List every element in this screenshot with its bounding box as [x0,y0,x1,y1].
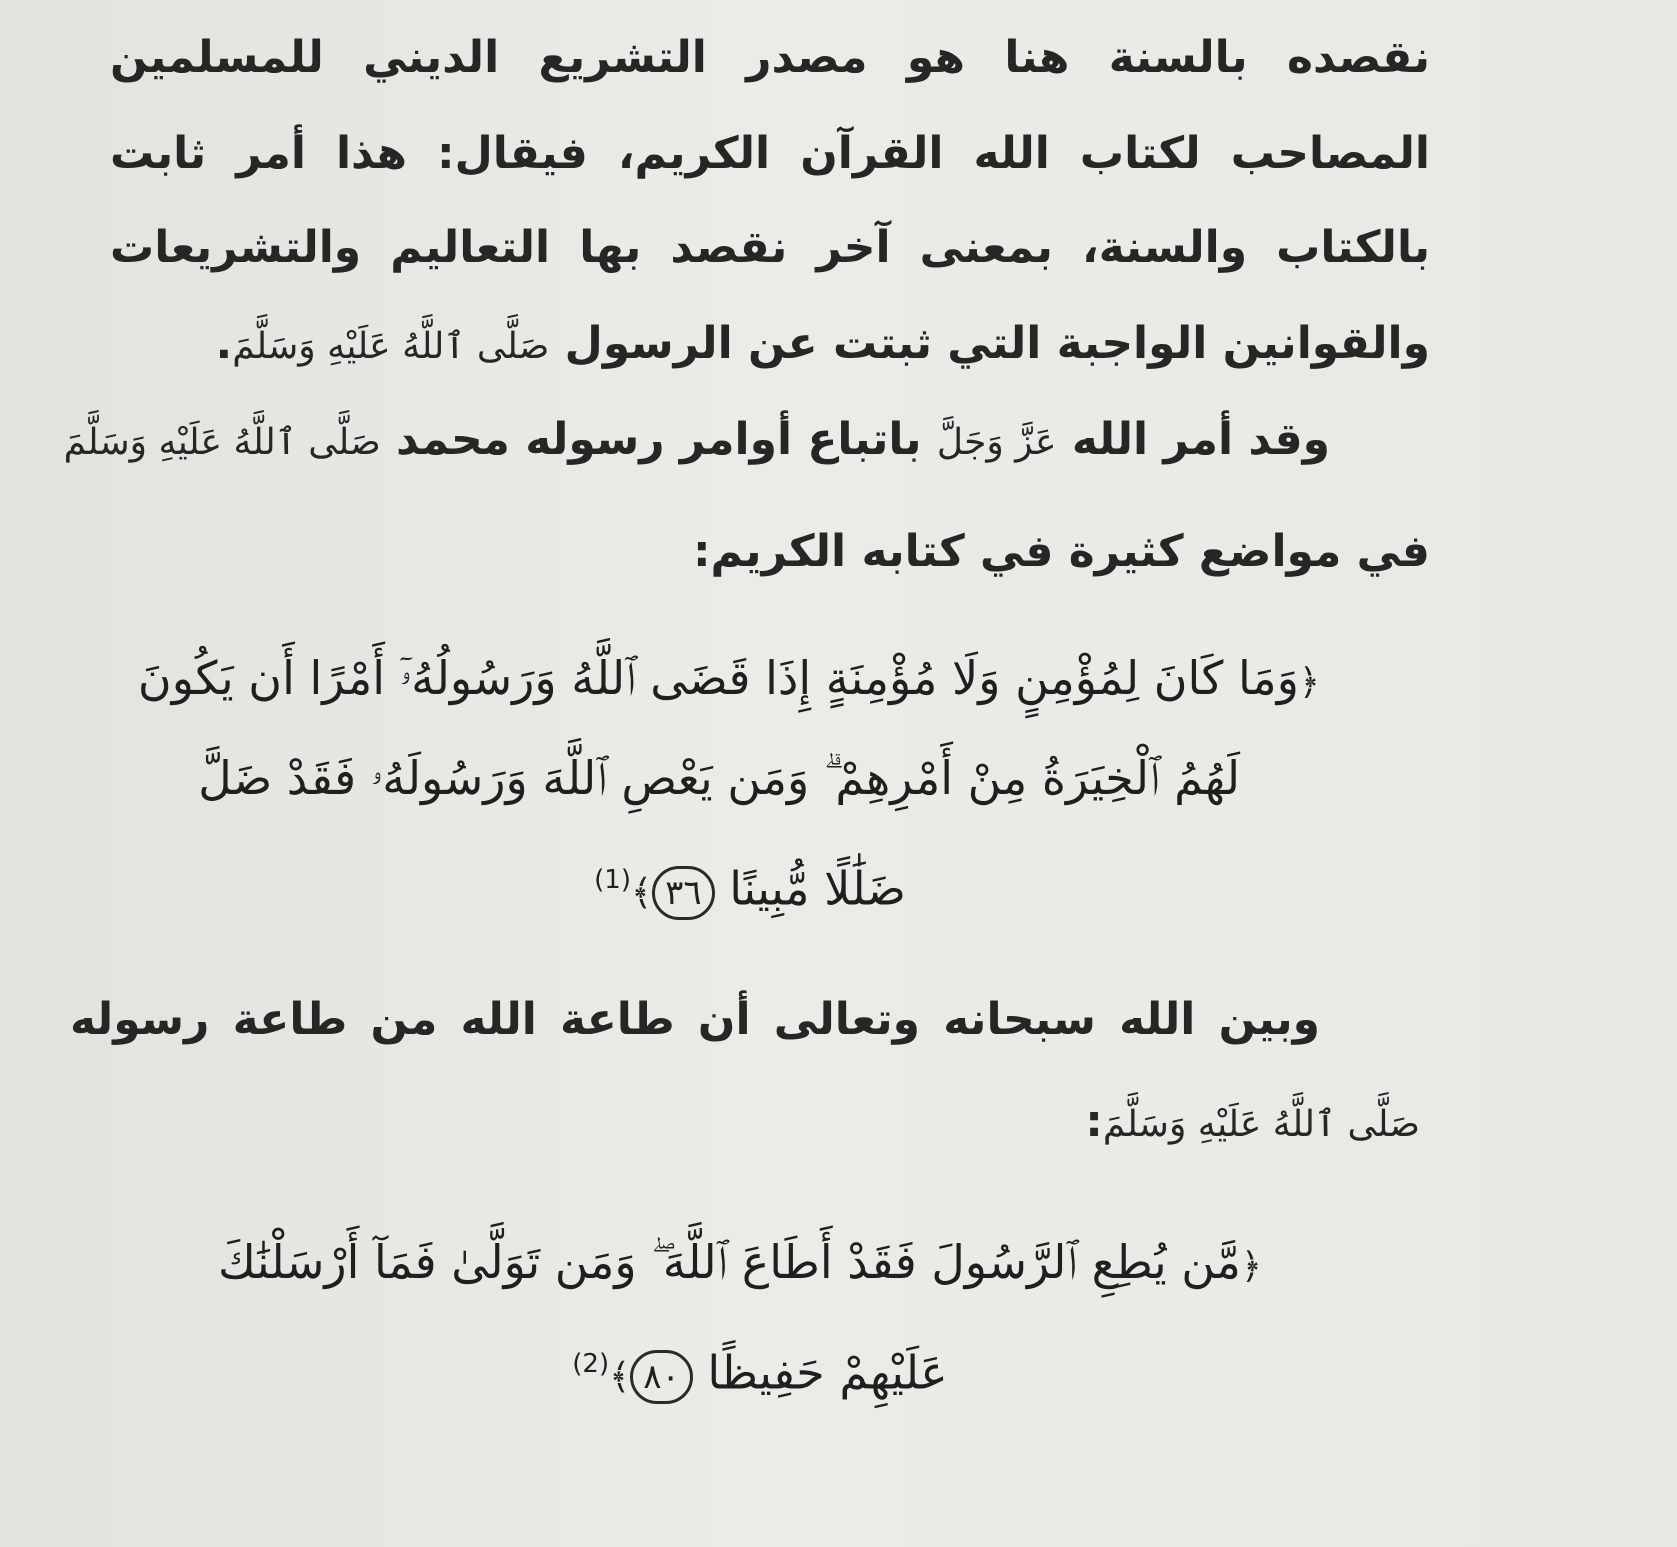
paragraph-1-line-2: المصاحب لكتاب الله القرآن الكريم، فيقال: هذا أمر ثابت [110,128,1430,179]
footnote-marker: (2) [572,1349,610,1379]
verse-2-line-2 [500,1334,1020,1407]
verse-close-bracket: ﴾ [630,872,653,914]
colon-mark: : [1085,1096,1103,1147]
verse-1-text-1: وَمَا كَانَ لِمُؤْمِنٍ وَلَا مُؤْمِنَةٍ إِذَا قَضَى ٱللَّهُ وَرَسُولُهُۥٓ أَمْرًا أَن يَكُونَ [137,651,1299,705]
verse-2-text-1: مَّن يُطِعِ ٱلرَّسُولَ فَقَدْ أَطَاعَ ٱللَّهَ ۖ وَمَن تَوَلَّىٰ فَمَآ أَرْسَلْنَٰكَ [217,1235,1241,1289]
verse-2-line-1 [200,1232,1280,1297]
paragraph-1-line-4-text: والقوانين الواجبة التي ثبتت عن الرسول [564,318,1430,369]
footnote-marker: (1) [594,865,631,895]
ayah-number-badge: ٨٠ [630,1350,693,1404]
paragraph-1-line-3: بالكتاب والسنة، بمعنى آخر نقصد بها التعاليم والتشريعات [110,222,1430,273]
paragraph-3-line-1: وبين الله سبحانه وتعالى أن طاعة الله من طاعة رسوله [70,994,1320,1045]
paragraph-2-text-b: باتباع أوامر رسوله محمد [396,414,922,465]
azza-wa-jalla-ornament: عَزَّ وَجَلَّ [936,422,1057,463]
paragraph-1-line-4 [215,314,1430,377]
verse-1-line-1 [137,648,1320,713]
salutation-ornament: صَلَّى ٱللَّهُ عَلَيْهِ وَسَلَّمَ [63,422,381,463]
ayah-number-badge: ٣٦ [652,866,715,920]
verse-1-line-3 [520,850,980,923]
verse-2-text-2: عَلَيْهِمْ حَفِيظًا [707,1345,948,1400]
paragraph-2-line-2: في مواضع كثيرة في كتابه الكريم: [692,526,1430,577]
salutation-ornament: صَلَّى ٱللَّهُ عَلَيْهِ وَسَلَّمَ [1102,1104,1420,1145]
paragraph-1-line-1: نقصده بالسنة هنا هو مصدر التشريع الديني للمسلمين [110,32,1430,83]
salutation-ornament: صَلَّى ٱللَّهُ عَلَيْهِ وَسَلَّمَ [232,326,550,367]
verse-1-text-3: ضَلَٰلًا مُّبِينًا [729,861,906,916]
verse-1-line-2: لَهُمُ ٱلْخِيَرَةُ مِنْ أَمْرِهِمْ ۗ وَمَن يَعْصِ ٱللَّهَ وَرَسُولَهُۥ فَقَدْ ضَلَّ [198,751,1240,805]
paragraph-2-line-1 [63,410,1330,473]
verse-close-bracket: ﴾ [609,1356,631,1398]
verse-open-bracket: ﴿ [1240,1246,1263,1287]
period-mark: . [215,318,233,369]
paragraph-2-text-a: وقد أمر الله [1071,414,1330,465]
verse-open-bracket: ﴿ [1298,662,1320,703]
paragraph-3-line-2 [1060,1092,1420,1155]
